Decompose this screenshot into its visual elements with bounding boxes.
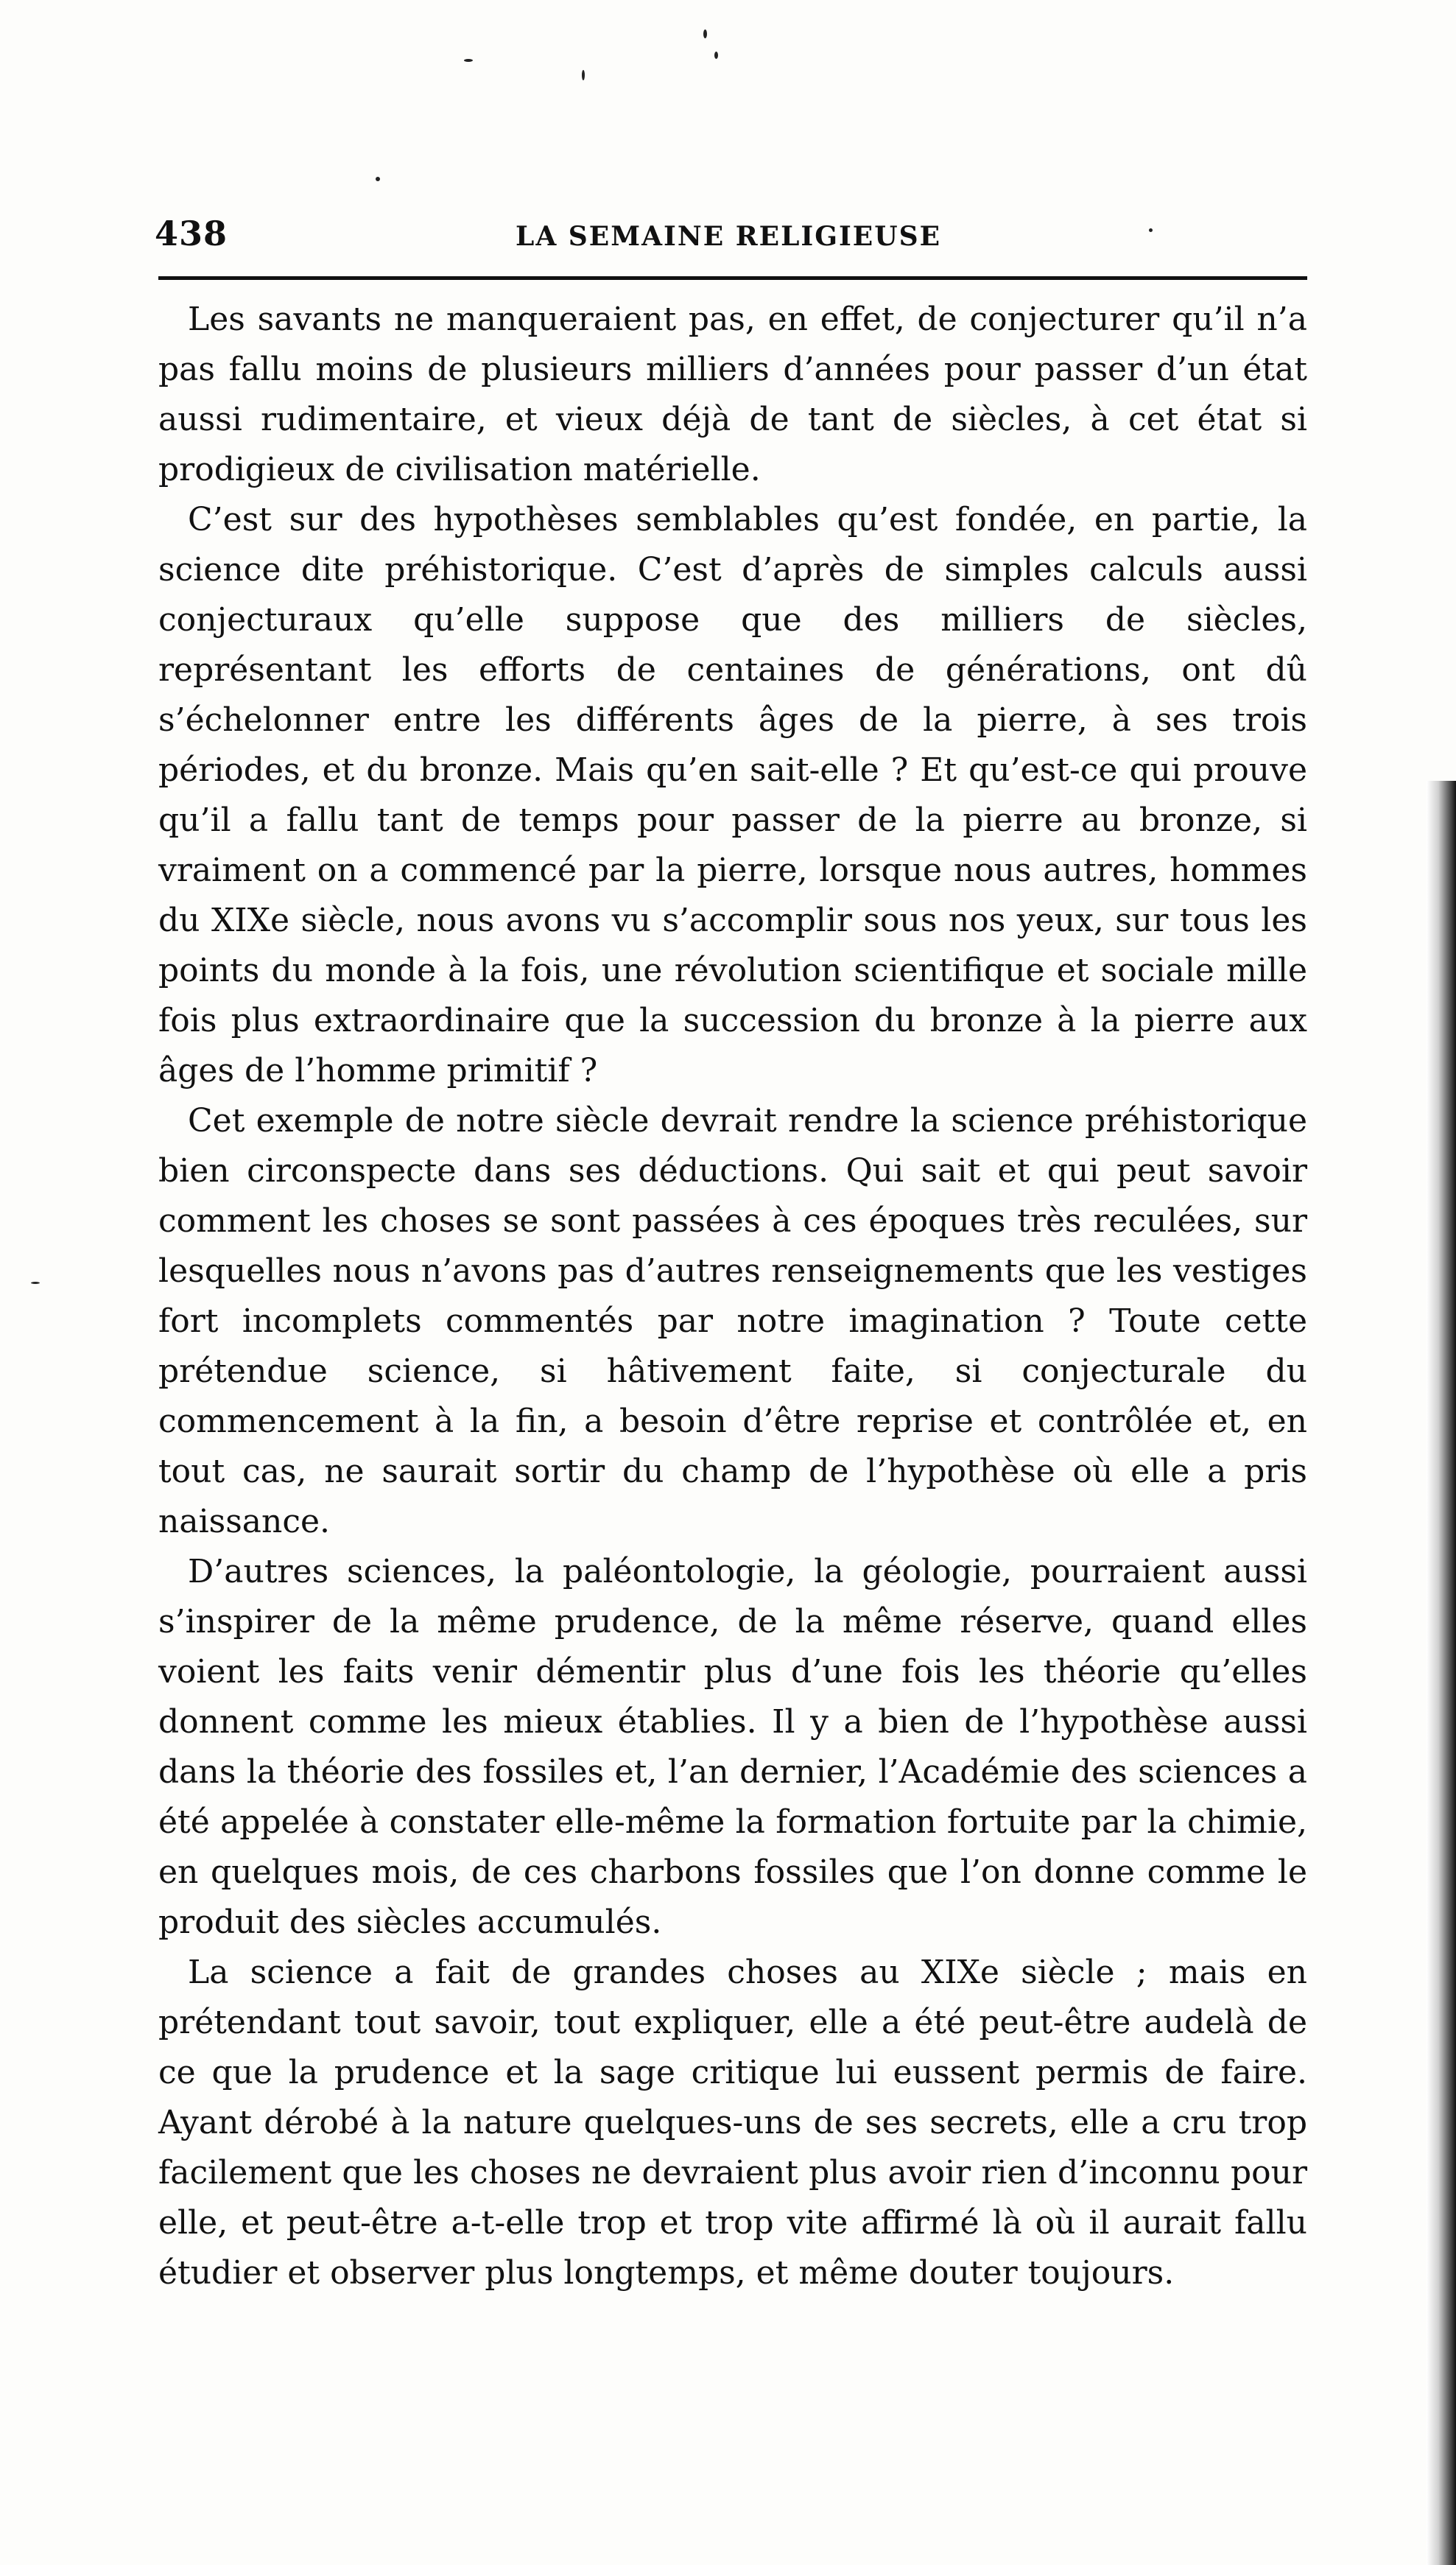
paragraph: C’est sur des hypothèses semblables qu’est fondée, en partie, la science dite préhistorique. C’est d’après de simples calculs aussi conjecturaux qu’elle suppose que des milliers de siècles, représentant les efforts de centaines de générations, ont dû s’échelonner entre les différents âges de la pierre, à ses trois périodes, et du bronze. Mais qu’en sait-elle ? Et qu’est-ce qui prouve qu’il a fallu tant de temps pour passer de la pierre au bronze, si vraiment on a commencé par la pierre, lorsque nous autres, hommes du XIXe siècle, nous avons vu s’accomplir sous nos yeux, sur tous les points du monde à la fois, une révolution scientifique et sociale mille fois plus extraordinaire que la succession du bronze à la pierre aux âges de l’homme primitif ? bbox=[158, 501, 1307, 1089]
header-rule bbox=[158, 276, 1307, 280]
ink-speck bbox=[31, 1282, 40, 1284]
ink-speck bbox=[464, 59, 473, 62]
page-edge-shadow bbox=[1427, 781, 1456, 2565]
paragraph: Cet exemple de notre siècle devrait rendre la science préhistorique bien circonspecte dans ses déductions. Qui sait et qui peut savoir comment les choses se sont passées à ces époques très reculées, sur lesquelles nous n’avons pas d’autres renseignements que les vestiges fort incomplets commentés par notre imagination ? Toute cette prétendue science, si hâtivement faite, si conjecturale du commencement à la fin, a besoin d’être reprise et contrôlée et, en tout cas, ne saurait sortir du champ de l’hypothèse où elle a pris naissance. bbox=[158, 1102, 1307, 1540]
page-header bbox=[155, 214, 1304, 273]
page-number: 438 bbox=[155, 214, 228, 253]
paragraph: D’autres sciences, la paléontologie, la géologie, pourraient aussi s’inspirer de la même prudence, de la même réserve, quand elles voient les faits venir démentir plus d’une fois les théorie qu’elles donnent comme les mieux établies. Il y a bien de l’hypothèse aussi dans la théorie des fossiles et, l’an dernier, l’Académie des sciences a été appelée à constater elle-même la formation fortuite par la chimie, en quelques mois, de ces charbons fossiles que l’on donne comme le produit des siècles accumulés. bbox=[158, 1553, 1307, 1941]
paragraph: La science a fait de grandes choses au XIXe siècle ; mais en prétendant tout savoir, tout expliquer, elle a été peut-être audelà de ce que la prudence et la sage critique lui eussent permis de faire. Ayant dérobé à la nature quelques-uns de ses secrets, elle a cru trop facilement que les choses ne devraient plus avoir rien d’inconnu pour elle, et peut-être a-t-elle trop et trop vite affirmé là où il aurait fallu étudier et observer plus longtemps, et même douter toujours. bbox=[158, 1954, 1307, 2292]
body-text bbox=[158, 295, 1307, 2298]
paragraph: Les savants ne manqueraient pas, en effet, de conjecturer qu’il n’a pas fallu moins de plusieurs milliers d’années pour passer d’un état aussi rudimentaire, et vieux déjà de tant de siècles, à cet état si prodigieux de civilisation matérielle. bbox=[158, 301, 1307, 488]
ink-speck bbox=[714, 52, 718, 59]
running-title: LA SEMAINE RELIGIEUSE bbox=[516, 221, 942, 252]
ink-speck bbox=[376, 177, 380, 181]
ink-speck bbox=[703, 29, 707, 38]
ink-speck bbox=[582, 70, 585, 80]
